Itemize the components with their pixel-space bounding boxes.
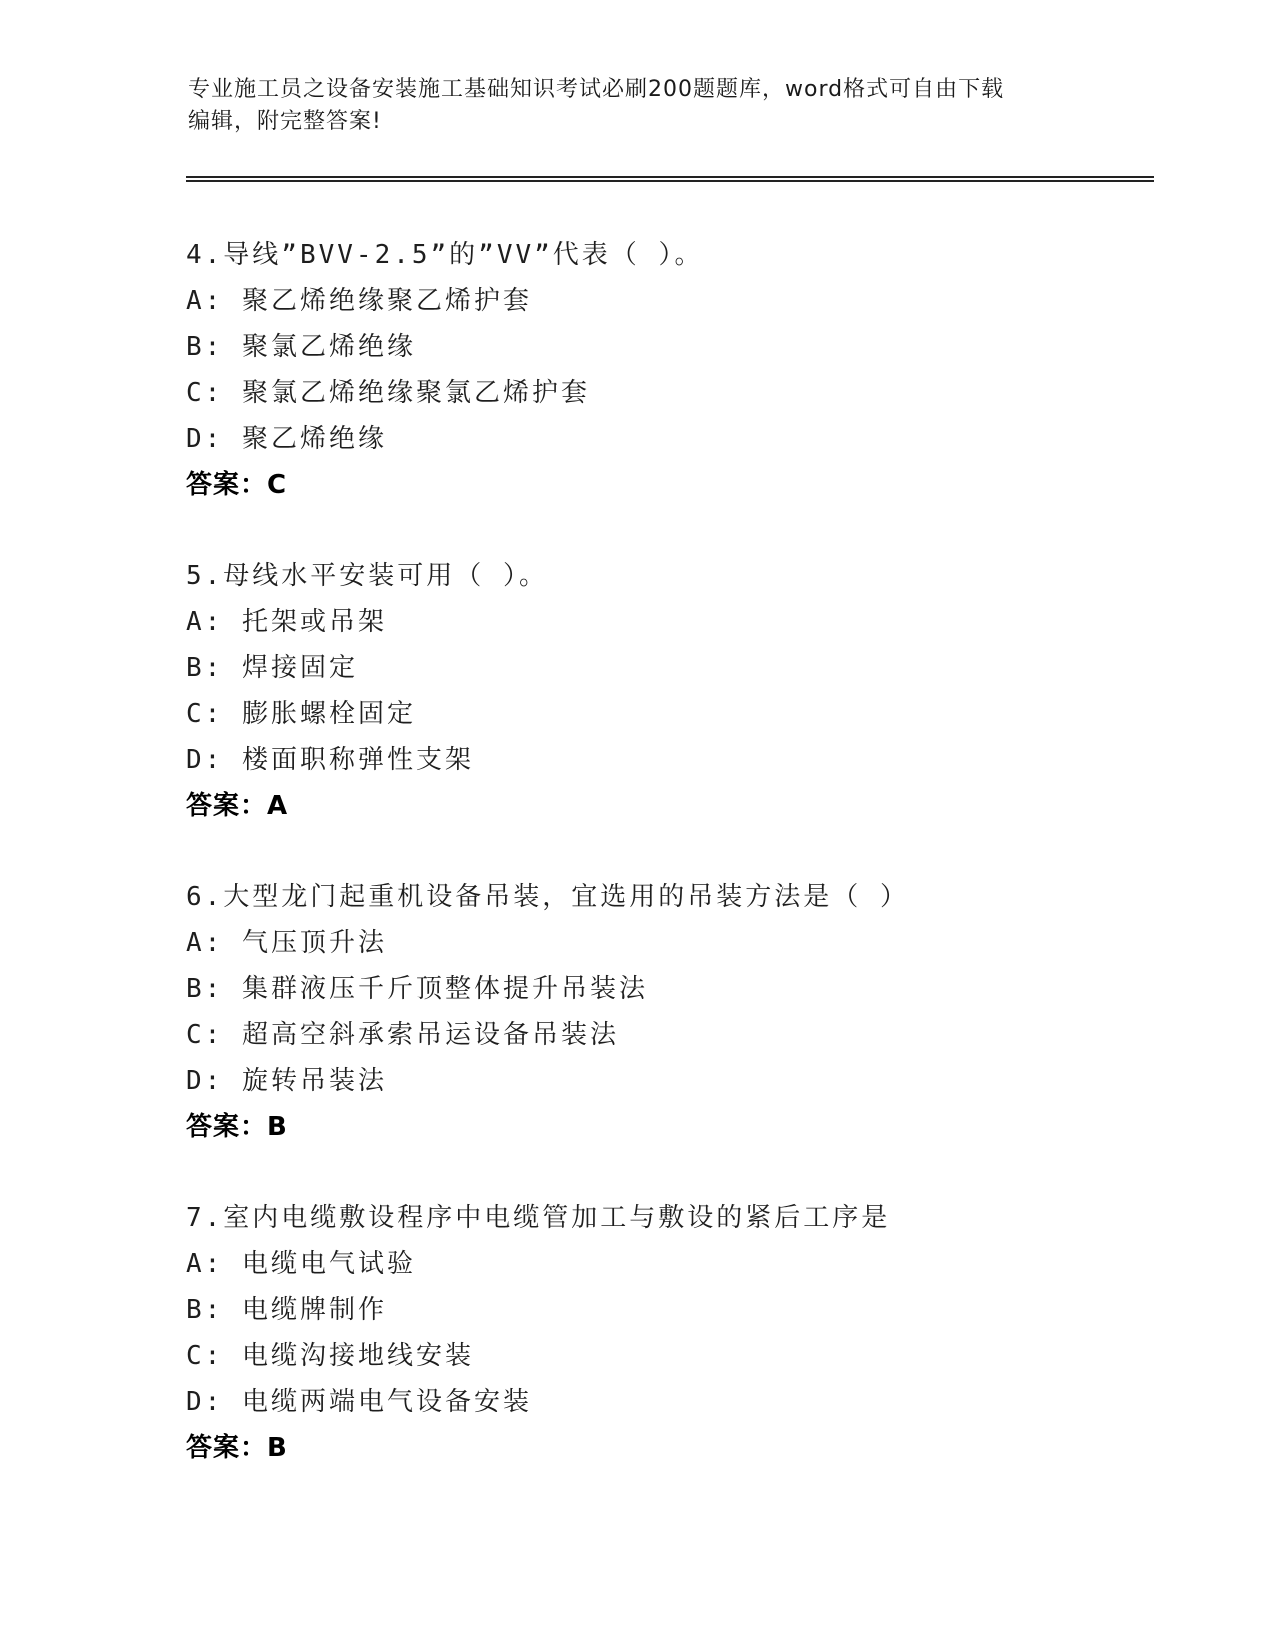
question-stem: 4.导线”BVV-2.5”的”VV”代表（ ）。 [186, 240, 704, 270]
option-b: B: 集群液压千斤顶整体提升吊装法 [186, 974, 648, 1004]
option-a: A: 托架或吊架 [186, 607, 387, 637]
header-line-2: 编辑，附完整答案! [188, 109, 382, 134]
option-c: C: 聚氯乙烯绝缘聚氯乙烯护套 [186, 378, 590, 408]
option-a: A: 气压顶升法 [186, 928, 387, 958]
question-stem: 7.室内电缆敷设程序中电缆管加工与敷设的紧后工序是 [186, 1203, 891, 1233]
question-6 [186, 874, 1186, 1150]
answer: 答案：B [186, 1433, 288, 1463]
option-c: C: 膨胀螺栓固定 [186, 699, 416, 729]
header-line-1: 专业施工员之设备安装施工基础知识考试必刷200题题库，word格式可自由下载 [188, 77, 1005, 102]
option-b: B: 焊接固定 [186, 653, 358, 683]
option-a: A: 聚乙烯绝缘聚乙烯护套 [186, 286, 532, 316]
question-4 [186, 232, 1186, 508]
question-stem: 6.大型龙门起重机设备吊装，宜选用的吊装方法是（ ） [186, 882, 909, 912]
option-c: C: 超高空斜承索吊运设备吊装法 [186, 1020, 619, 1050]
option-d: D: 电缆两端电气设备安装 [186, 1387, 532, 1417]
question-7 [186, 1195, 1186, 1471]
answer: 答案：A [186, 791, 289, 821]
option-d: D: 旋转吊装法 [186, 1066, 387, 1096]
question-list [186, 232, 1186, 1516]
answer: 答案：B [186, 1112, 288, 1142]
option-d: D: 聚乙烯绝缘 [186, 424, 387, 454]
option-c: C: 电缆沟接地线安装 [186, 1341, 474, 1371]
option-a: A: 电缆电气试验 [186, 1249, 416, 1279]
option-b: B: 聚氯乙烯绝缘 [186, 332, 416, 362]
document-header [188, 74, 1088, 138]
option-d: D: 楼面职称弹性支架 [186, 745, 474, 775]
option-b: B: 电缆牌制作 [186, 1295, 387, 1325]
answer: 答案：C [186, 470, 288, 500]
header-divider [186, 176, 1154, 182]
question-5 [186, 553, 1186, 829]
question-stem: 5.母线水平安装可用（ ）。 [186, 561, 548, 591]
